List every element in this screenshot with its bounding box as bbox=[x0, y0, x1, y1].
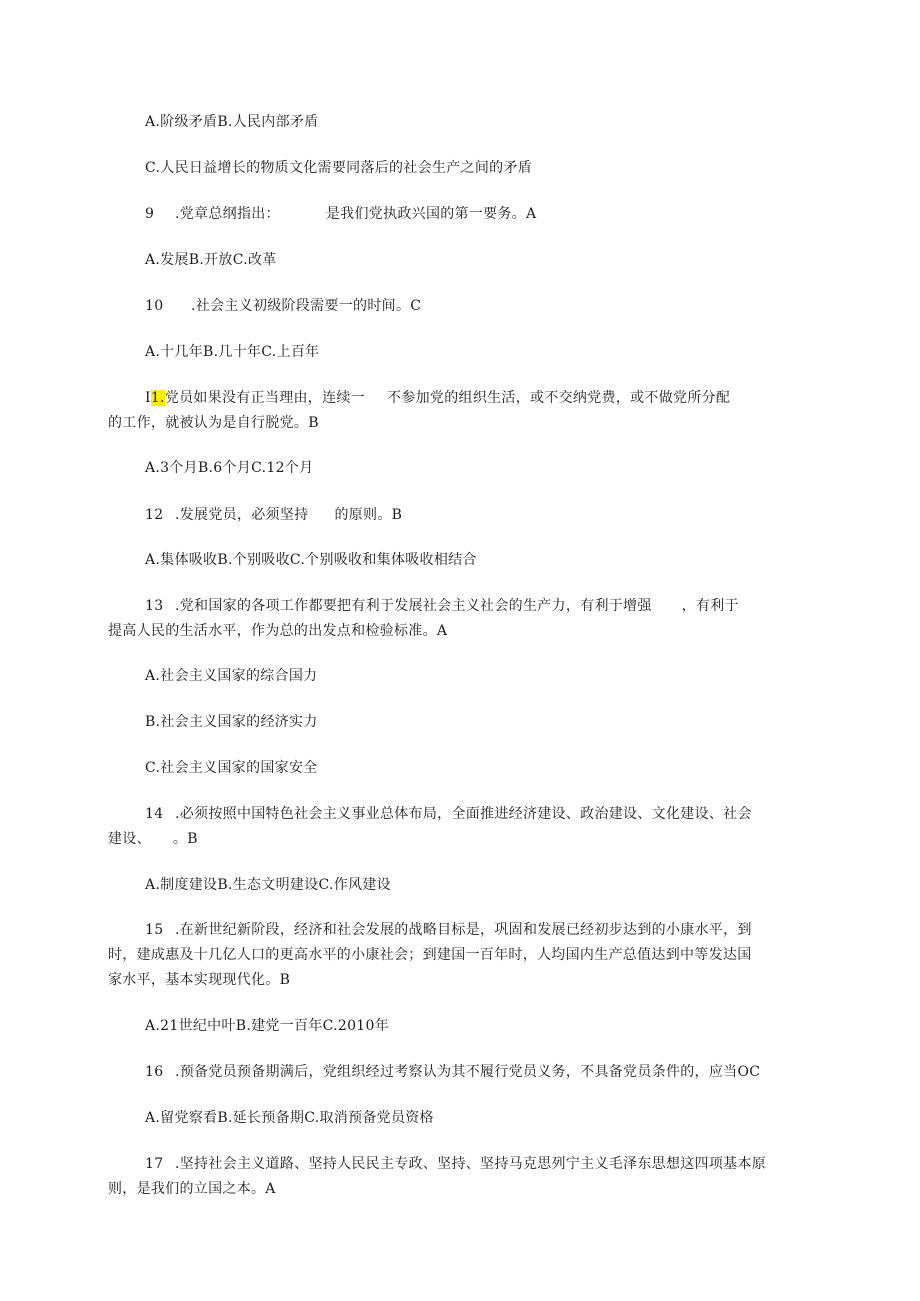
q12-stem-part-a: .发展党员，必须坚持 bbox=[175, 507, 309, 523]
q9-stem-part-b: 是我们党执政兴国的第一要务。A bbox=[325, 206, 537, 222]
q16-options: A.留党察看B.延长预备期C.取消预备党员资格 bbox=[145, 1110, 434, 1126]
q14-options: A.制度建设B.生态文明建设C.作风建设 bbox=[145, 877, 391, 893]
q13-stem-line2: 提高人民的生活水平，作为总的出发点和检验标准。A bbox=[108, 623, 448, 639]
q13-option-a: A.社会主义国家的综合国力 bbox=[145, 668, 318, 684]
q13-number: 13 bbox=[145, 598, 164, 614]
q11-number-highlight: 1. bbox=[150, 390, 165, 406]
q14-stem-line2 bbox=[108, 829, 198, 849]
q8-options-ab: A.阶级矛盾B.人民内部矛盾 bbox=[145, 114, 319, 130]
q8-option-c: C.人民日益增长的物质文化需要同落后的社会生产之间的矛盾 bbox=[145, 160, 533, 176]
q17-number: 17 bbox=[145, 1156, 164, 1172]
q13-stem-line1 bbox=[145, 596, 739, 616]
q9-options: A.发展B.开放C.改革 bbox=[145, 252, 277, 268]
q14-stem-part-c: 。B bbox=[172, 831, 198, 847]
q15-number: 15 bbox=[145, 922, 164, 938]
q11-stem-part-a: 党员如果没有正当理由，连续一 bbox=[164, 390, 366, 406]
q15-stem-line3: 家水平，基本实现现代化。B bbox=[108, 972, 291, 988]
q11-stem-part-b: 不参加党的组织生活，或不交纳党费，或不做党所分配 bbox=[387, 390, 731, 406]
q17-stem-part-a: .坚持社会主义道路、坚持人民民主专政、坚持、坚持马克思列宁主义毛泽东思想这四项基本原 bbox=[175, 1156, 767, 1172]
q12-number: 12 bbox=[145, 507, 164, 523]
q12-stem-part-b: 的原则。B bbox=[334, 507, 403, 523]
q11-stem-line1 bbox=[145, 388, 730, 408]
q13-option-b: B.社会主义国家的经济实力 bbox=[145, 714, 318, 730]
q15-stem-line2: 时，建成惠及十几亿人口的更高水平的小康社会；到建国一百年时，人均国内生产总值达到中等发达国 bbox=[108, 947, 752, 963]
q10-options: A.十几年B.几十年C.上百年 bbox=[145, 344, 320, 360]
q17-stem-line2: 则，是我们的立国之本。A bbox=[108, 1181, 276, 1197]
q10-stem bbox=[145, 296, 421, 316]
q17-stem-line1 bbox=[145, 1154, 766, 1174]
q12-stem bbox=[145, 505, 402, 525]
q14-stem-part-a: .必须按照中国特色社会主义事业总体布局，全面推进经济建设、政治建设、文化建设、社会 bbox=[175, 806, 752, 822]
q14-stem-line1 bbox=[145, 804, 752, 824]
q9-stem bbox=[145, 204, 536, 224]
q16-stem-text: .预备党员预备期满后，党组织经过考察认为其不履行党员义务，不具备党员条件的，应当OC bbox=[175, 1064, 761, 1080]
q10-number: 10 bbox=[145, 298, 164, 314]
q16-number: 16 bbox=[145, 1064, 164, 1080]
q13-stem-part-a: .党和国家的各项工作都要把有利于发展社会主义社会的生产力，有利于增强 bbox=[175, 598, 652, 614]
q15-stem-part-a: .在新世纪新阶段，经济和社会发展的战略目标是，巩固和发展已经初步达到的小康水平，到 bbox=[175, 922, 752, 938]
q11-number-prefix: I bbox=[145, 390, 151, 406]
q14-stem-part-b: 建设、 bbox=[108, 831, 151, 847]
q15-stem-line1 bbox=[145, 920, 752, 940]
q13-stem-part-b: ，有利于 bbox=[681, 598, 739, 614]
q9-stem-part-a: .党章总纲指出： bbox=[175, 206, 280, 222]
q12-options: A.集体吸收B.个别吸收C.个别吸收和集体吸收相结合 bbox=[145, 552, 477, 568]
q15-options: A.21世纪中叶B.建党一百年C.2010年 bbox=[145, 1018, 390, 1034]
q11-options: A.3个月B.6个月C.12个月 bbox=[145, 460, 314, 476]
q13-option-c: C.社会主义国家的国家安全 bbox=[145, 760, 318, 776]
q14-number: 14 bbox=[145, 806, 164, 822]
q9-number: 9 bbox=[145, 206, 155, 222]
q16-stem bbox=[145, 1062, 760, 1082]
q11-stem-line2: 的工作，就被认为是自行脱党。B bbox=[108, 415, 319, 431]
q10-stem-text: .社会主义初级阶段需要一的时间。C bbox=[191, 298, 422, 314]
